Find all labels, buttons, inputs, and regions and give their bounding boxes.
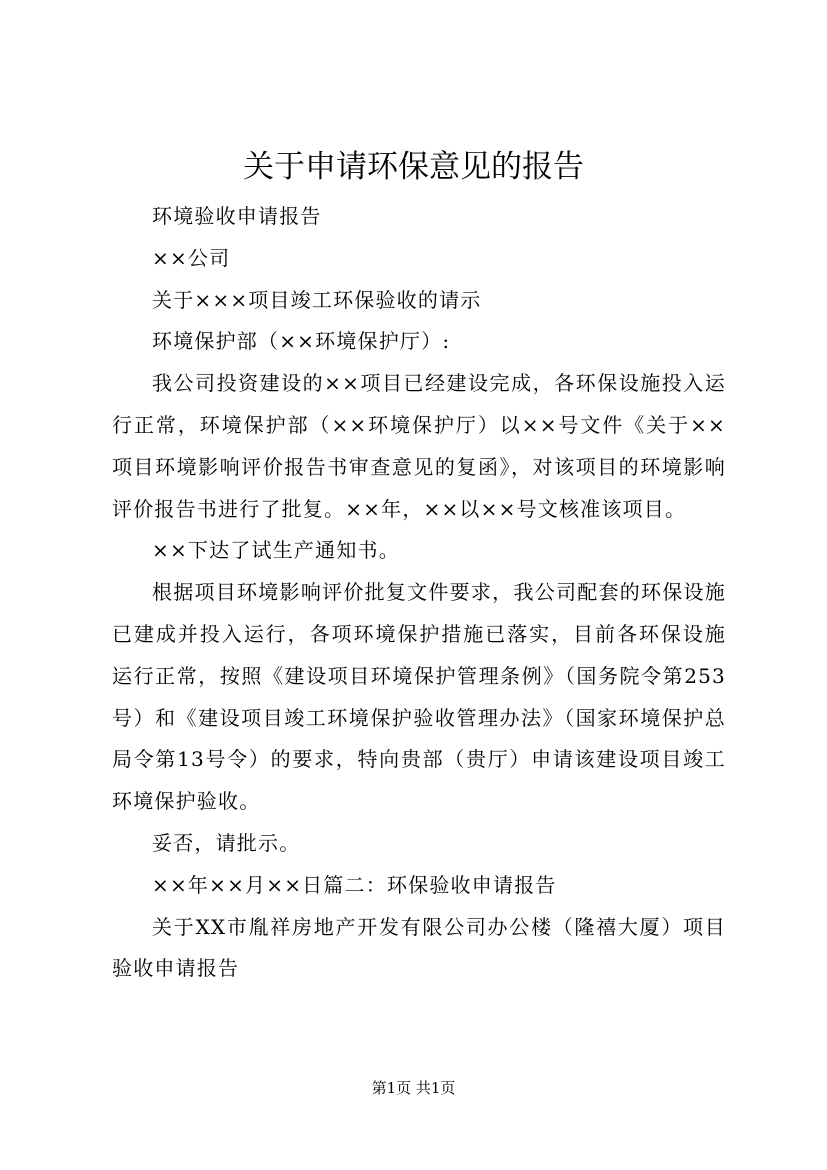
paragraph-date-section: ××年××月××日篇二：环保验收申请报告 (152, 872, 557, 897)
paragraph-recipient: 环境保护部（××环境保护厅）: (152, 329, 451, 354)
paragraph-report-heading: 环境验收申请报告 (152, 204, 322, 228)
paragraph-company: ××公司 (152, 245, 231, 270)
document-body (112, 196, 726, 990)
paragraph-background: 我公司投资建设的××项目已经建设完成，各环保设施投入运行正常，环境保护部（××环境保护厅）以××号文件《关于××项目环境影响评价报告书审查意见的复函》，对该项目的环境影响评价报告书进行了批复。××年，××以××号文核准该项目。 (112, 371, 726, 521)
paragraph-subject: 关于×××项目竣工环保验收的请示 (152, 287, 482, 312)
page-footer: 第1页 共1页 (371, 1079, 456, 1097)
paragraph-closing: 妥否，请批示。 (152, 830, 301, 855)
paragraph-request: 根据项目环境影响评价批复文件要求，我公司配套的环保设施已建成并投入运行，各项环境保护措施已落实，目前各环保设施运行正常，按照《建设项目环境保护管理条例》（国务院令第253号）和《建设项目竣工环境保护验收管理办法》（国家环境保护总局令第13号令）的要求，特向贵部（贵厅）申请该建设项目竣工环境保护验收。 (112, 580, 726, 814)
document-title: 关于申请环保意见的报告 (243, 149, 584, 185)
paragraph-second-report-title: 关于XX市胤祥房地产开发有限公司办公楼（隆禧大厦）项目验收申请报告 (112, 914, 726, 981)
paragraph-trial-notice: ××下达了试生产通知书。 (152, 538, 400, 563)
